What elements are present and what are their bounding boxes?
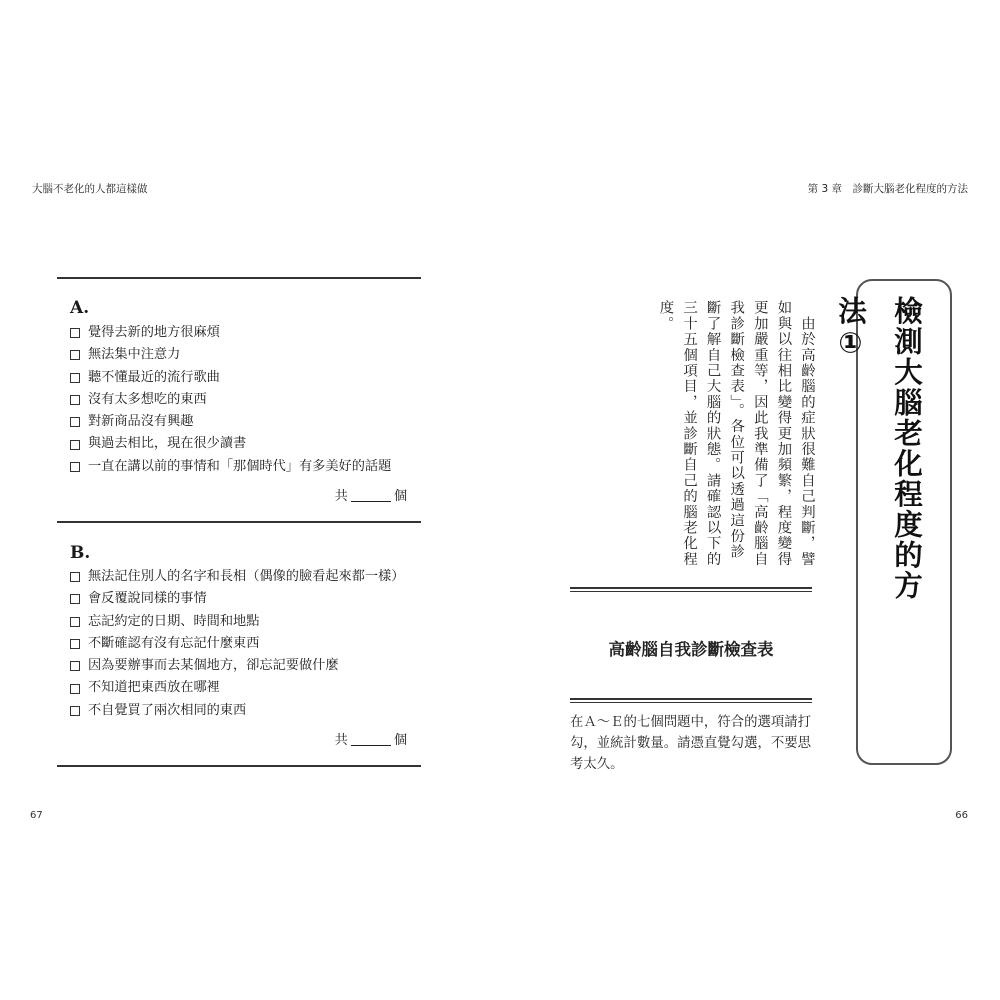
checklist-item[interactable]: 會反覆說同樣的事情: [70, 588, 405, 610]
checklist-item[interactable]: 無法集中注意力: [70, 344, 391, 366]
body-text-vertical: 由於高齡腦的症狀很難自己判斷，譬如與以往相比變得更加頻繁，程度變得更加嚴重等，因此我準備了「高齡腦自我診斷檢查表」。各位可以透過這份診斷了解自己大腦的狀態。請確認以下的三十五個項目，並診斷自己的腦老化程度。: [657, 300, 815, 567]
checklist-item[interactable]: 覺得去新的地方很麻煩: [70, 322, 391, 344]
running-head-right: 第 3 章 診斷大腦老化程度的方法: [807, 183, 968, 195]
section-b-letter: B.: [70, 543, 91, 563]
checklist-item[interactable]: 忘記約定的日期、時間和地點: [70, 611, 405, 633]
running-head-left: 大腦不老化的人都這樣做: [32, 183, 148, 195]
section-b-bottom-rule: [57, 765, 421, 767]
checklist-title-top-rule-2: [570, 591, 812, 592]
tally-blank[interactable]: [351, 733, 391, 746]
section-b-checklist: [70, 566, 405, 722]
checkbox-icon[interactable]: [70, 417, 80, 427]
tally-blank[interactable]: [351, 489, 391, 502]
checklist-title: 高齡腦自我診斷檢查表: [608, 640, 774, 659]
checkbox-icon[interactable]: [70, 572, 80, 582]
checkbox-icon[interactable]: [70, 684, 80, 694]
checklist-item[interactable]: 不知道把東西放在哪裡: [70, 677, 405, 699]
section-a-tally: 共 個: [334, 489, 407, 504]
checklist-item[interactable]: 因為要辦事而去某個地方，卻忘記要做什麼: [70, 655, 405, 677]
checkbox-icon[interactable]: [70, 462, 80, 472]
checklist-item[interactable]: 與過去相比，現在很少讀書: [70, 433, 391, 455]
checkbox-icon[interactable]: [70, 617, 80, 627]
checkbox-icon[interactable]: [70, 328, 80, 338]
checkbox-icon[interactable]: [70, 350, 80, 360]
page-number-right: 66: [955, 810, 968, 821]
checkbox-icon[interactable]: [70, 440, 80, 450]
checklist-item[interactable]: 不斷確認有沒有忘記什麼東西: [70, 633, 405, 655]
checklist-item[interactable]: 一直在講以前的事情和「那個時代」有多美好的話題: [70, 456, 391, 478]
checkbox-icon[interactable]: [70, 395, 80, 405]
checkbox-icon[interactable]: [70, 373, 80, 383]
section-a-letter: A.: [70, 298, 90, 318]
checkbox-icon[interactable]: [70, 594, 80, 604]
section-a-top-rule: [57, 277, 421, 279]
page-number-left: 67: [30, 810, 43, 821]
checklist-item[interactable]: 沒有太多想吃的東西: [70, 389, 391, 411]
checklist-title-bottom-rule-2: [570, 702, 812, 703]
checklist-item[interactable]: 對新商品沒有興趣: [70, 411, 391, 433]
checkbox-icon[interactable]: [70, 706, 80, 716]
checklist-item[interactable]: 聽不懂最近的流行歌曲: [70, 367, 391, 389]
section-title: 檢測大腦老化程度的方法①: [834, 296, 923, 601]
checkbox-icon[interactable]: [70, 661, 80, 671]
checklist-title-bottom-rule: [570, 698, 812, 700]
instructions-text: 在Ａ～Ｅ的七個問題中，符合的選項請打勾，並統計數量。請憑直覺勾選，不要思考太久。: [570, 715, 812, 772]
checklist-item[interactable]: 無法記住別人的名字和長相（偶像的臉看起來都一樣）: [70, 566, 405, 588]
section-a-checklist: [70, 322, 391, 478]
section-b-tally: 共 個: [334, 733, 407, 748]
checklist-title-top-rule: [570, 587, 812, 589]
section-divider-rule: [57, 521, 421, 523]
checkbox-icon[interactable]: [70, 639, 80, 649]
checklist-item[interactable]: 不自覺買了兩次相同的東西: [70, 700, 405, 722]
